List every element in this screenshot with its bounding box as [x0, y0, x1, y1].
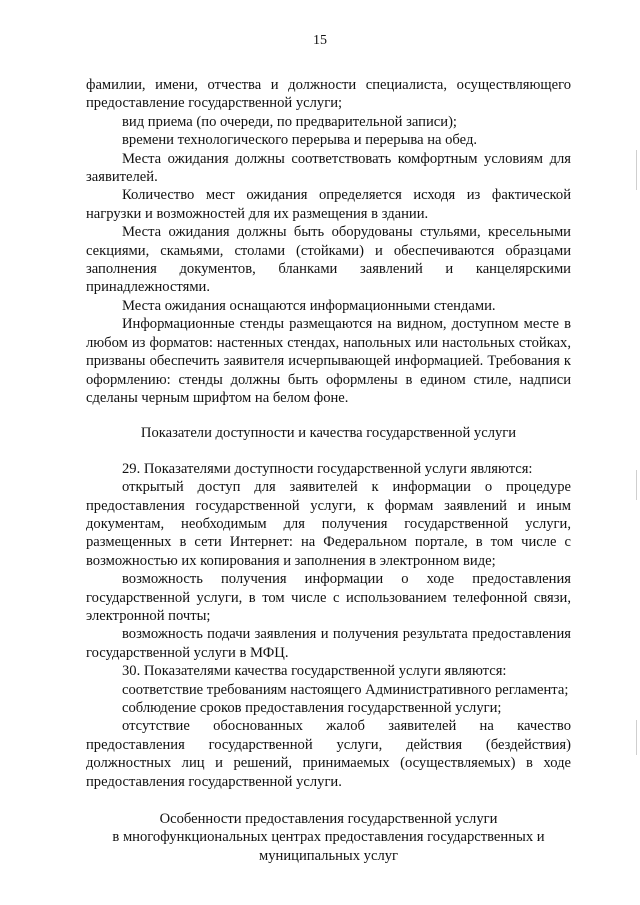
paragraph-no-complaints: отсутствие обоснованных жалоб заявителей на качество предоставления государственной услуги, действия (бездействия) должностных лиц и решений, принимаемых (осуществляемых) в ходе предоставления государственной услуги.: [86, 718, 571, 790]
paragraph-mfc-submission: возможность подачи заявления и получения результата предоставления государственной услуги в МФЦ.: [86, 626, 571, 661]
document-body: [86, 76, 571, 865]
paragraph-info-stands: Информационные стенды размещаются на видном, доступном месте в любом из форматов: настенных стендах, напольных или настольных стойках, призваны обеспечить заявителя исчерпывающей информацией. Требования к оформлению: стенды должны быть оформлены в едином стиле, надписи сделаны черным шрифтом на белом фоне.: [86, 316, 571, 406]
section-heading-mfc: [86, 810, 571, 865]
section-heading-accessibility: Показатели доступности и качества государственной услуги: [140, 425, 517, 442]
page-number: 15: [313, 33, 327, 48]
paragraph-reception-type: вид приема (по очереди, по предварительной записи);: [122, 113, 457, 130]
section-heading-mfc-line1: Особенности предоставления государственной услуги: [159, 811, 498, 828]
paragraph-waiting-stands: Места ожидания оснащаются информационными стендами.: [122, 297, 496, 314]
paragraph-29: 29. Показателями доступности государственной услуги являются:: [122, 460, 533, 477]
paragraph-waiting-count: Количество мест ожидания определяется исходя из фактической нагрузки и возможностей для их размещения в здании.: [86, 187, 571, 222]
paragraph-regulation-compliance: соответствие требованиям настоящего Административного регламента;: [122, 681, 569, 698]
paragraph-deadlines: соблюдение сроков предоставления государственной услуги;: [122, 700, 502, 716]
paragraph-progress-info: возможность получения информации о ходе предоставления государственной услуги, в том числе с использованием телефонной связи, электронной почты;: [86, 571, 571, 624]
paragraph-specialist-name: фамилии, имени, отчества и должности специалиста, осуществляющего предоставление государственной услуги;: [86, 77, 571, 112]
paragraph-waiting-comfort: Места ожидания должны соответствовать комфортным условиям для заявителей.: [86, 150, 571, 186]
paragraph-open-access: открытый доступ для заявителей к информации о процедуре предоставления государственной услуги, к формам заявлений и иным документам, необходимым для получения государственной услуги, размещенных в сети Интернет: на Федеральном портале, в том числе с возможностью их копирования и заполнения в электронном виде;: [86, 479, 571, 569]
paragraph-waiting-equipment: Места ожидания должны быть оборудованы стульями, кресельными секциями, скамьями, столами (стойками) и обеспечиваются образцами заполнения документов, бланками заявлений и канцелярскими принадлежностями.: [86, 224, 571, 296]
section-heading-mfc-line3: муниципальных услуг: [258, 847, 399, 864]
paragraph-30: 30. Показателями качества государственной услуги являются:: [122, 663, 507, 680]
scan-edge-mark: [636, 720, 637, 755]
section-heading-mfc-line2: в многофункциональных центрах предоставления государственных и: [112, 829, 545, 846]
scan-edge-mark: [636, 150, 637, 190]
scan-edge-mark: [636, 470, 637, 500]
paragraph-break-time: времени технологического перерыва и перерыва на обед.: [122, 132, 478, 149]
